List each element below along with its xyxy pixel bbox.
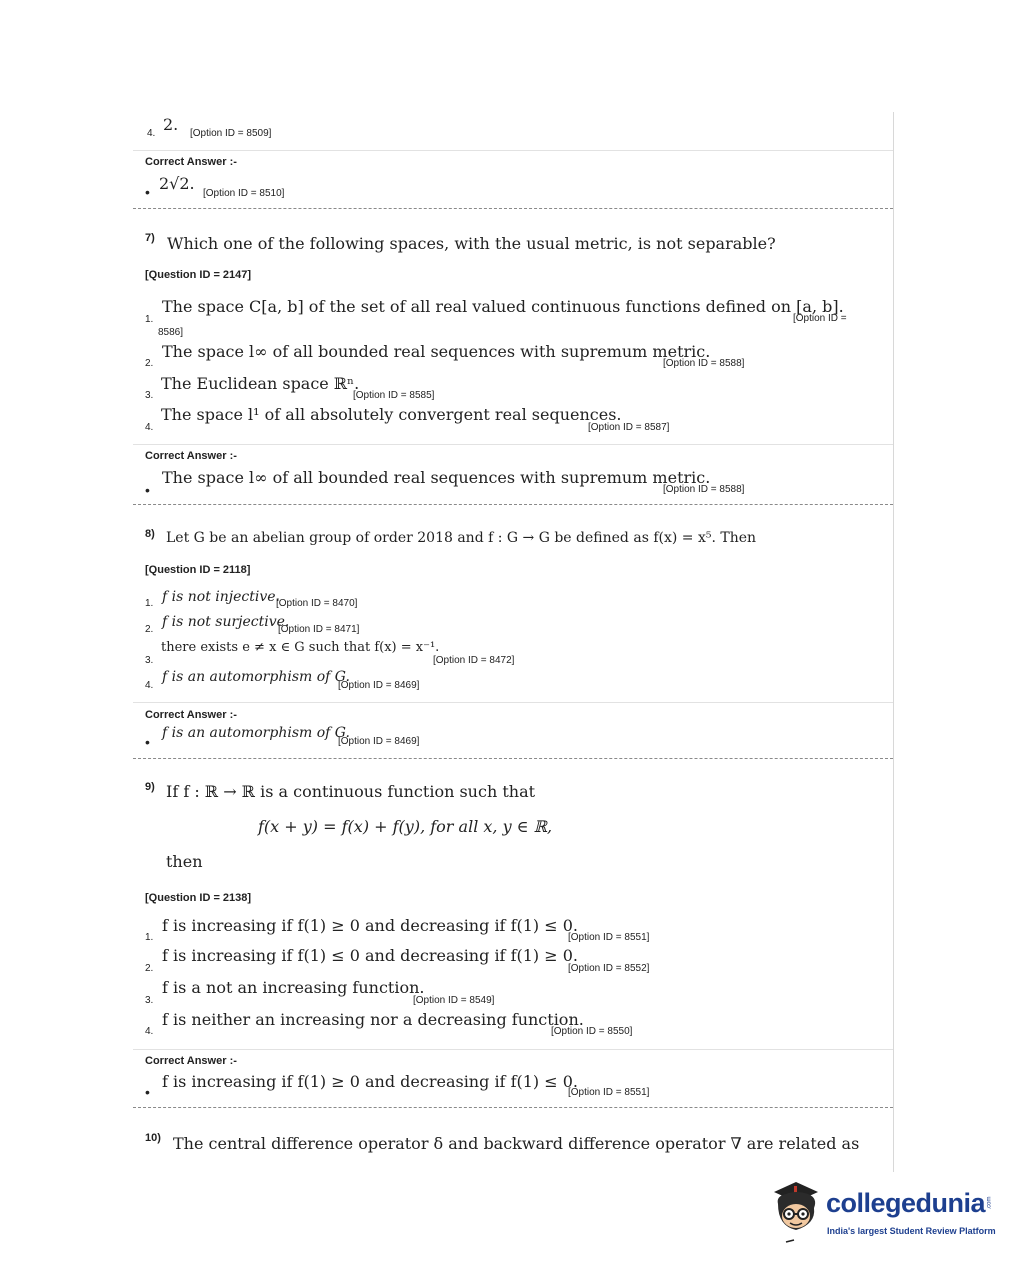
- question-text-then: then: [166, 852, 203, 871]
- option-number: 3.: [145, 655, 154, 666]
- collegedunia-logo: [768, 1178, 998, 1248]
- option-text: there exists e ≠ x ∈ G such that f(x) = x⁻¹.: [161, 640, 440, 655]
- option-number: 2.: [145, 624, 154, 635]
- option-id: [Option ID = 8551]: [568, 932, 650, 943]
- option-number: 1.: [145, 314, 154, 325]
- question-separator: [133, 504, 893, 505]
- correct-answer-label: Correct Answer :-: [145, 156, 237, 168]
- question-id: [Question ID = 2138]: [145, 892, 252, 904]
- question-text: The central difference operator δ and backward difference operator ∇ are related as: [173, 1134, 860, 1153]
- option-id: [Option ID = 8509]: [190, 128, 272, 139]
- option-id: [Option ID = 8552]: [568, 963, 650, 974]
- option-id: [Option ID = 8470]: [276, 598, 358, 609]
- option-text: f is increasing if f(1) ≥ 0 and decreasing if f(1) ≤ 0.: [162, 916, 578, 935]
- correct-answer-text: f is increasing if f(1) ≥ 0 and decreasing if f(1) ≤ 0.: [162, 1072, 578, 1091]
- correct-answer-label: Correct Answer :-: [145, 709, 237, 721]
- question-separator: [133, 1107, 893, 1108]
- option-id: [Option ID = 8587]: [588, 422, 670, 433]
- option-text: The Euclidean space ℝⁿ.: [161, 374, 360, 393]
- option-id: [Option ID = 8550]: [551, 1026, 633, 1037]
- brand-tagline: India's largest Student Review Platform: [827, 1226, 996, 1236]
- correct-answer-label: Correct Answer :-: [145, 1055, 237, 1067]
- option-text: The space l∞ of all bounded real sequences with supremum metric.: [162, 342, 711, 361]
- option-number: 2.: [145, 963, 154, 974]
- bullet: •: [145, 1084, 150, 1100]
- document-page: [133, 112, 894, 1172]
- option-number: 1.: [145, 598, 154, 609]
- bullet: •: [145, 734, 150, 750]
- option-id: [Option ID = 8472]: [433, 655, 515, 666]
- question-number: 10): [145, 1132, 161, 1144]
- option-text: f is a not an increasing function.: [162, 978, 425, 997]
- option-id: [Option ID = 8469]: [338, 680, 420, 691]
- option-number: 3.: [145, 390, 154, 401]
- option-number: 4.: [145, 1026, 154, 1037]
- correct-answer-id: [Option ID = 8551]: [568, 1087, 650, 1098]
- divider: [133, 1049, 893, 1050]
- correct-answer-text: The space l∞ of all bounded real sequences with supremum metric.: [162, 468, 711, 487]
- question-text: If f : ℝ → ℝ is a continuous function such that: [166, 782, 536, 801]
- option-text: f is not injective.: [162, 589, 280, 605]
- question-separator: [133, 758, 893, 759]
- bullet: •: [145, 482, 150, 498]
- question-number: 9): [145, 781, 155, 793]
- option-id: [Option ID =: [793, 313, 847, 324]
- option-number: 1.: [145, 932, 154, 943]
- question-id: [Question ID = 2118]: [145, 564, 251, 576]
- option-number: 2.: [145, 358, 154, 369]
- option-text: f is an automorphism of G.: [162, 669, 350, 685]
- correct-answer-id: [Option ID = 8510]: [203, 188, 285, 199]
- question-text: Which one of the following spaces, with the usual metric, is not separable?: [167, 234, 776, 253]
- brand-name: collegedunia: [826, 1188, 986, 1218]
- divider: [133, 150, 893, 151]
- divider: [133, 444, 893, 445]
- divider: [133, 702, 893, 703]
- equation: f(x + y) = f(x) + f(y), for all x, y ∈ ℝ,: [258, 817, 553, 836]
- option-text: 2.: [163, 115, 179, 134]
- correct-answer-text: f is an automorphism of G.: [162, 725, 350, 741]
- option-id-continued: 8586]: [158, 327, 184, 338]
- question-id: [Question ID = 2147]: [145, 269, 252, 281]
- correct-answer-label: Correct Answer :-: [145, 450, 237, 462]
- question-number: 7): [145, 232, 155, 244]
- option-id: [Option ID = 8588]: [663, 358, 745, 369]
- brand-tld: .com: [986, 1196, 993, 1210]
- bullet: •: [145, 184, 150, 200]
- option-number: 4.: [145, 680, 154, 691]
- question-number: 8): [145, 528, 155, 540]
- correct-answer-id: [Option ID = 8469]: [338, 736, 420, 747]
- option-id: [Option ID = 8585]: [353, 390, 435, 401]
- option-text: f is not surjective.: [162, 614, 290, 630]
- option-number: 3.: [145, 995, 154, 1006]
- question-separator: [133, 208, 893, 209]
- question-text: Let G be an abelian group of order 2018 and f : G → G be defined as f(x) = x⁵. Then: [166, 530, 757, 546]
- option-text: f is neither an increasing nor a decreasing function.: [162, 1010, 584, 1029]
- option-text: The space C[a, b] of the set of all real valued continuous functions defined on [a, b].: [162, 297, 844, 316]
- option-id: [Option ID = 8471]: [278, 624, 360, 635]
- correct-answer-id: [Option ID = 8588]: [663, 484, 745, 495]
- option-text: f is increasing if f(1) ≤ 0 and decreasing if f(1) ≥ 0.: [162, 946, 578, 965]
- correct-answer-text: 2√2.: [159, 174, 195, 193]
- option-id: [Option ID = 8549]: [413, 995, 495, 1006]
- mascot-icon: [768, 1178, 824, 1244]
- option-number: 4.: [145, 422, 154, 433]
- option-text: The space l¹ of all absolutely convergent real sequences.: [161, 405, 622, 424]
- option-number: 4.: [147, 128, 156, 139]
